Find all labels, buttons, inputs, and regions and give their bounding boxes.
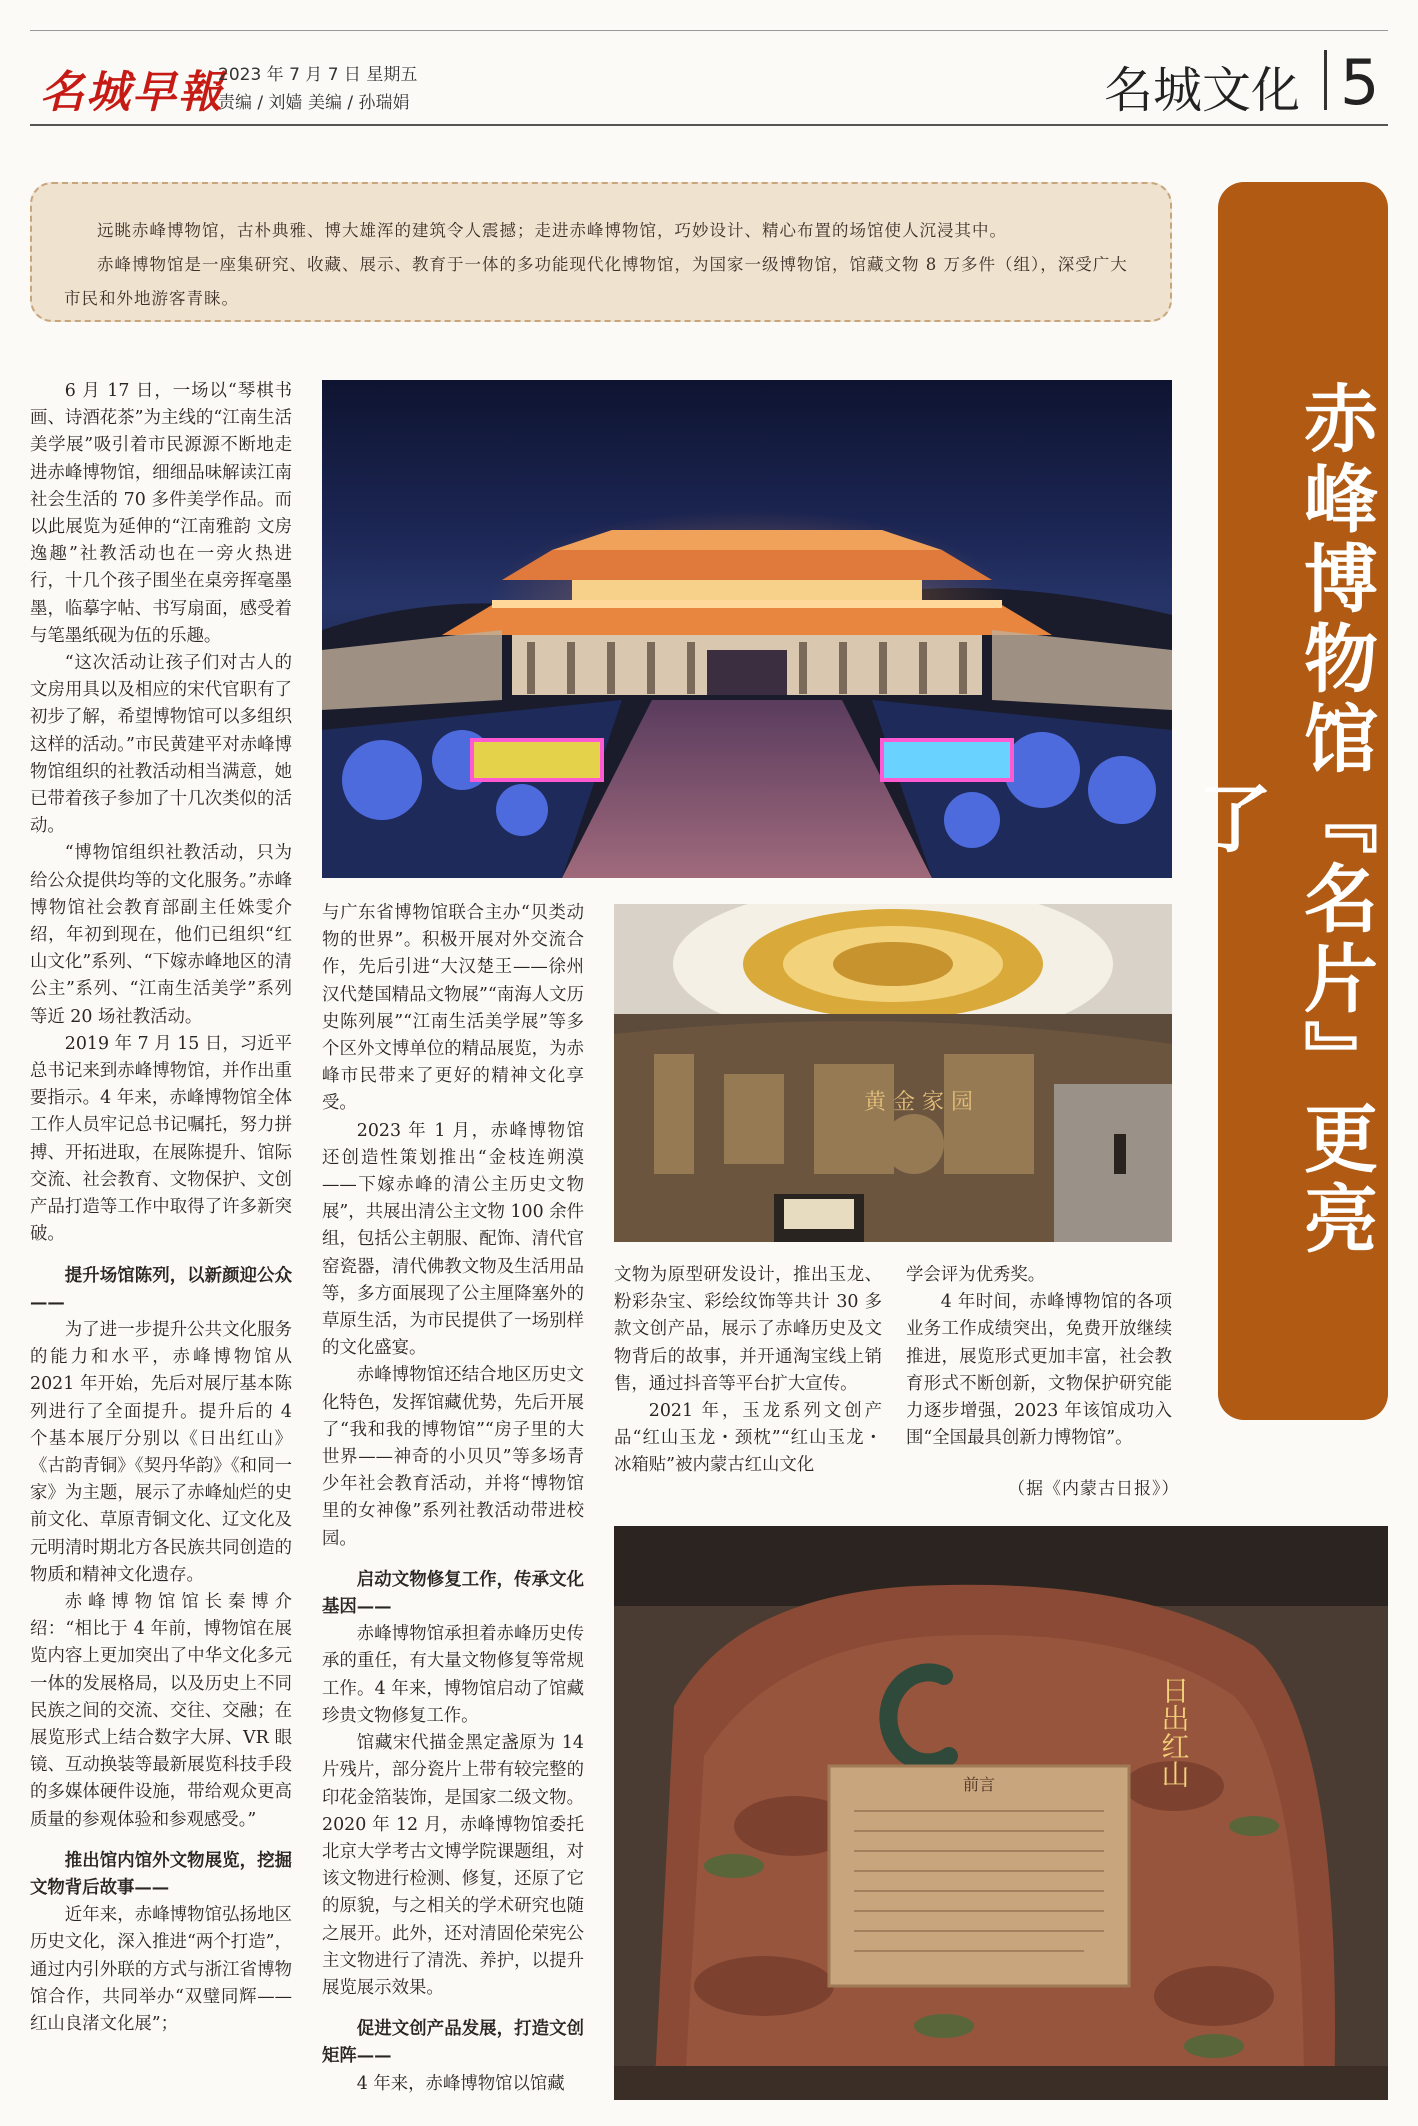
article-column-2 [322,900,584,2098]
article-column-4 [906,1262,1172,1452]
issue-date: 2023 年 7 月 7 日 星期五 [218,65,418,85]
paragraph: 与广东省博物馆联合主办“贝类动物的世界”。积极开展对外交流合作，先后引进“大汉楚王——徐州汉代楚国精品文物展”“南海人文历史陈列展”“江南生活美学展”等多个区外文博单位的精品展览，为赤峰市民带来了更好的精神文化享受。 [322,903,584,1114]
relief-text: 黄 金 家 园 [864,1090,973,1115]
paragraph: 4 年来，赤峰博物馆以馆藏 [356,2073,565,2094]
header-rule-top [30,30,1388,31]
subheading: 提升场馆陈列，以新颜迎公众—— [30,1265,292,1313]
subheading: 推出馆内馆外文物展览，挖掘文物背后故事—— [30,1850,292,1898]
newspaper-logo: 名城早報 [40,67,224,118]
headline: 赤峰博物馆『名片』更亮了 [1186,380,1378,1260]
article-column-3 [614,1262,882,1480]
article-column-1 [30,378,292,2038]
intro-box [30,182,1172,322]
paragraph: “这次活动让孩子们对古人的文房用具以及相应的宋代官职有了初步了解，希望博物馆可以多组织这样的活动。”市民黄建平对赤峰博物馆组织的社教活动相当满意，她已带着孩子参加了十几次类似的活动。 [30,653,292,837]
intro-paragraph: 远眺赤峰博物馆，古朴典雅、博大雄浑的建筑令人震撼；走进赤峰博物馆，巧妙设计、精心布置的场馆使人沉浸其中。 [97,221,1007,240]
paragraph: 2023 年 1 月，赤峰博物馆还创造性策划推出“金枝连朔漠——下嫁赤峰的清公主历史文物展”，共展出清公主文物 100 余件组，包括公主朝服、配饰、清代官窑瓷器，清代佛教文物及生活用品等，多方面展现了公主厘降塞外的草原生活，为市民提供了一场别样的文化盛宴。 [322,1120,584,1359]
intro-paragraph: 赤峰博物馆是一座集研究、收藏、展示、教育于一体的多功能现代化博物馆，为国家一级博物馆，馆藏文物 8 万多件（组），深受广大市民和外地游客青睐。 [64,255,1128,308]
paragraph: 为了进一步提升公共文化服务的能力和水平，赤峰博物馆从 2021 年开始，先后对展厅基本陈列进行了全面提升。提升后的 4 个基本展厅分别以《日出红山》《古韵青铜》《契丹华韵》《和同一家》为主题，展示了赤峰灿烂的史前文化、草原青铜文化、辽文化及元明清时期北方各民族共同创造的物质和精神文化遗存。 [30,1319,292,1585]
museum-interior-relief-photo [614,904,1172,1242]
paragraph: 6 月 17 日，一场以“琴棋书画、诗酒花茶”为主线的“江南生活美学展”吸引着市民源源不断地走进赤峰博物馆，细细品味解读江南社会生活的 70 多件美学作品。而以此展览为延伸的“江南雅韵 文房逸趣”社教活动也在一旁火热进行，十几个孩子围坐在桌旁挥毫墨墨，临摹字帖、书写扇面，感受着与笔墨纸砚为伍的乐趣。 [30,381,292,646]
paragraph: 赤峰博物馆承担着赤峰历史传承的重任，有大量文物修复等常规工作。4 年来，博物馆启动了馆藏珍贵文物修复工作。 [322,1624,584,1726]
paragraph: 2021 年，玉龙系列文创产品“红山玉龙・颈枕”“红山玉龙・冰箱贴”被内蒙古红山文化 [614,1401,882,1476]
sign-text: 日出红山 [1157,1676,1191,1788]
paragraph: 学会评为优秀奖。 [906,1265,1046,1285]
editor-credits: 责编 / 刘嫱 美编 / 孙瑞娟 [218,93,410,113]
section-title: 名城文化 [1104,62,1301,119]
museum-red-rock-jade-dragon-photo [614,1526,1388,2100]
page-number: 5 [1340,46,1380,119]
header-rule-bottom [30,124,1388,126]
paragraph: 近年来，赤峰博物馆弘扬地区历史文化，深入推进“两个打造”，通过内引外联的方式与浙江省博物馆合作，共同举办“双璧同辉——红山良渚文化展”； [30,1905,292,2034]
article-source: （据《内蒙古日报》） [1008,1479,1180,1499]
paragraph: 4 年时间，赤峰博物馆的各项业务工作成绩突出，免费开放继续推进，展览形式更加丰富，社会教育形式不断创新，文物保护研究能力逐步增强，2023 年该馆成功入围“全国最具创新力博物馆”。 [906,1292,1172,1449]
section-divider [1324,50,1327,110]
subheading: 启动文物修复工作，传承文化基因—— [322,1569,584,1618]
paragraph: 文物为原型研发设计，推出玉龙、粉彩杂宝、彩绘纹饰等共计 30 多款文创产品，展示了赤峰历史及文物背后的故事，并开通淘宝线上销售，通过抖音等平台扩大宣传。 [614,1265,882,1394]
paragraph: “博物馆组织社教活动，只为给公众提供均等的文化服务。”赤峰博物馆社会教育部副主任姝雯介绍，年初到现在，他们已组织“红山文化”系列、“下嫁赤峰地区的清公主”系列、“江南生活美学”系列等近 20 场社教活动。 [30,843,292,1027]
paragraph: 2019 年 7 月 15 日，习近平总书记来到赤峰博物馆，并作出重要指示。4 年来，赤峰博物馆全体工作人员牢记总书记嘱托，努力拼搏、开拓进取，在展陈提升、馆际交流、社会教育、文物保护、文创产品打造等工作中取得了许多新突破。 [30,1033,292,1245]
panel-title: 前言 [962,1775,996,1794]
museum-night-exterior-photo [322,380,1172,878]
paragraph: 赤峰博物馆馆长秦博介绍：“相比于 4 年前，博物馆在展览内容上更加突出了中华文化多元一体的发展格局，以及历史上不同民族之间的交流、交往、交融；在展览形式上结合数字大屏、VR 眼镜、互动换装等最新展览科技手段的多媒体硬件设施，带给观众更高质量的参观体验和参观感受。” [30,1591,292,1830]
paragraph: 赤峰博物馆还结合地区历史文化特色，发挥馆藏优势，先后开展了“我和我的博物馆”“房子里的大世界——神奇的小贝贝”等多场青少年社会教育活动，并将“博物馆里的女神像”系列社教活动带进校园。 [322,1365,584,1549]
paragraph: 馆藏宋代描金黑定盏原为 14 片残片，部分瓷片上带有较完整的印花金箔装饰，是国家二级文物。2020 年 12 月，赤峰博物馆委托北京大学考古文博学院课题组，对该文物进行检测、修复，还原了它的原貌，与之相关的学术研究也随之展开。此外，还对清固伦荣宪公主文物进行了清洗、养护，以提升展览展示效果。 [322,1733,584,1998]
subheading: 促进文创产品发展，打造文创矩阵—— [322,2019,584,2067]
